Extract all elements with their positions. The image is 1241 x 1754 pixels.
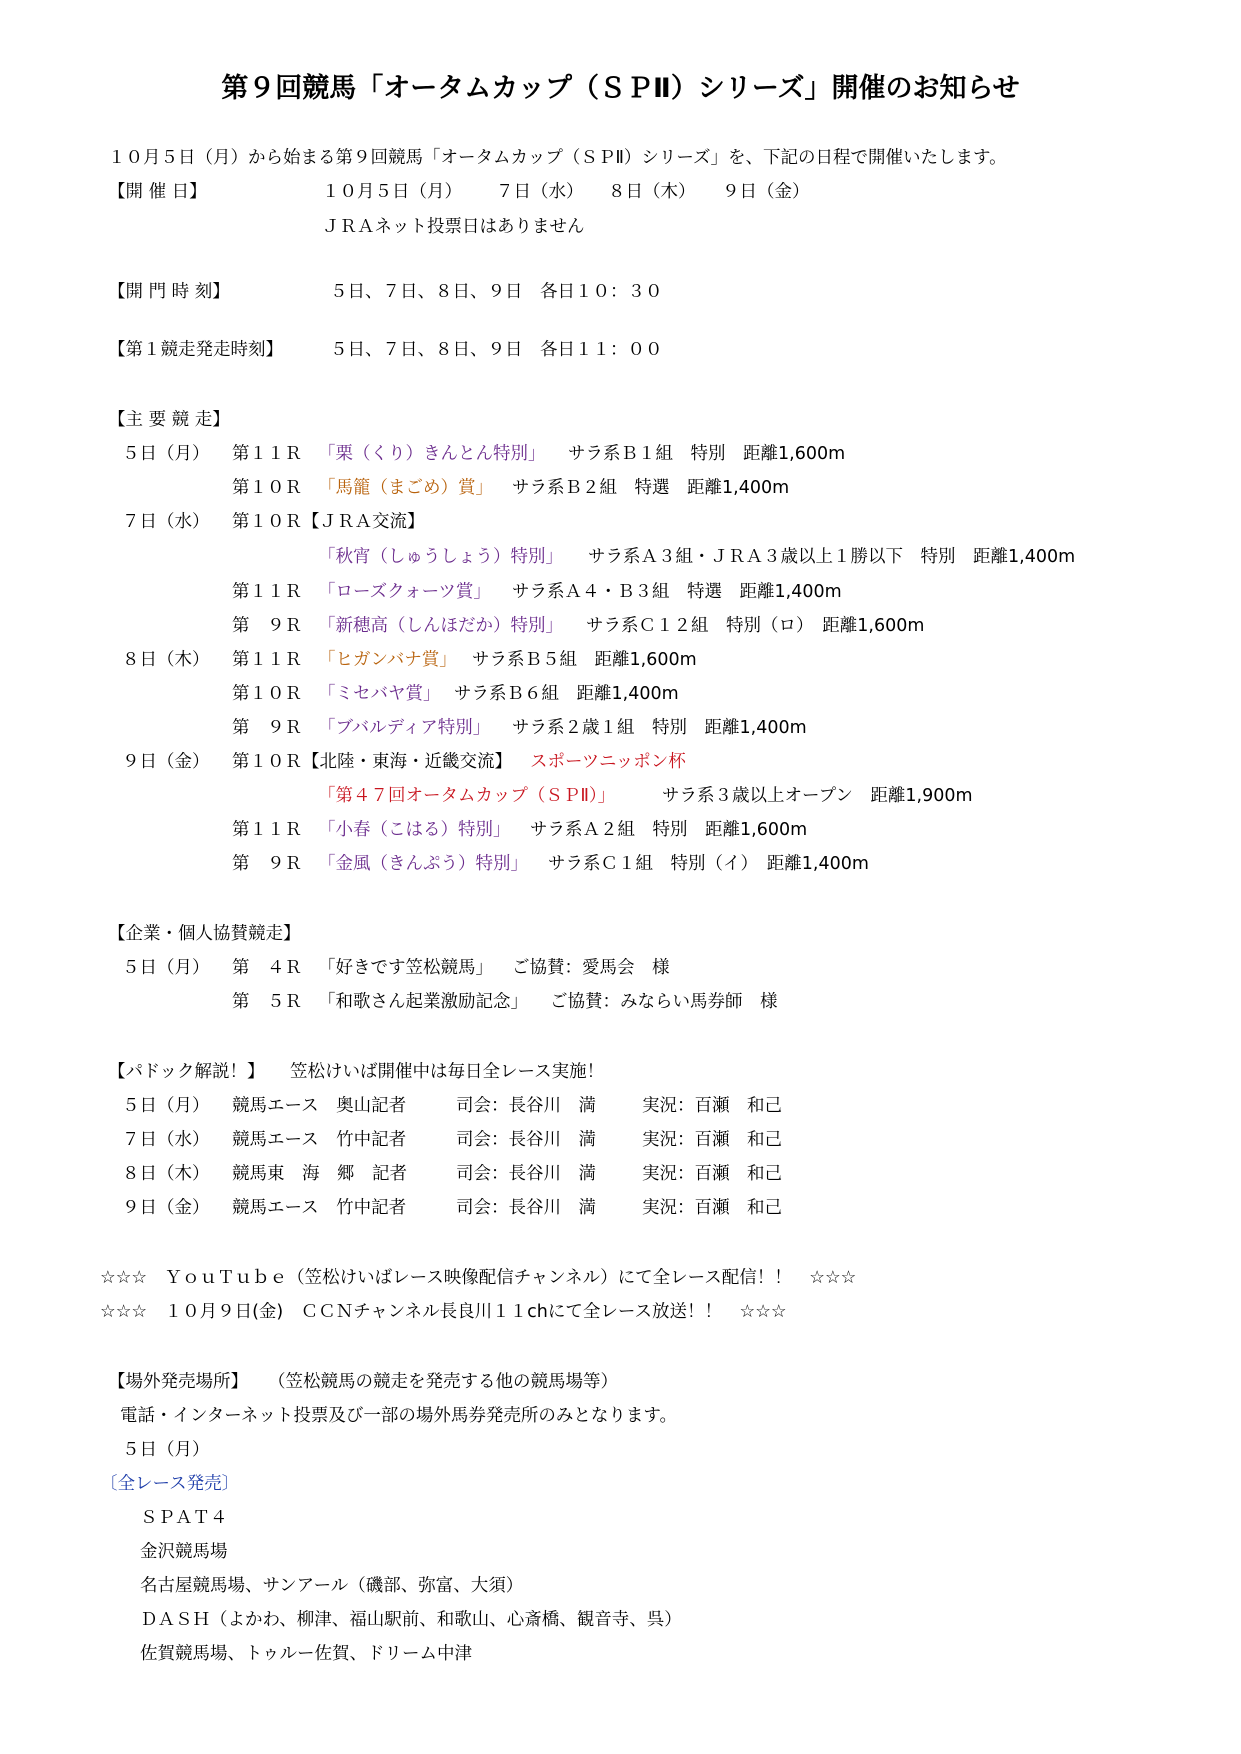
paddock-mc: 司会：長谷川 満 — [456, 1096, 596, 1116]
race-info: サラ系Ｂ２組 特選 距離1,400m — [512, 478, 790, 498]
kaimon-label: 【開 門 時 刻】 — [108, 282, 230, 302]
kaisai-day-3: ８日（木） — [608, 182, 696, 202]
race-info: サラ系Ｂ５組 距離1,600m — [472, 650, 697, 670]
main-day-7: ７日（水） — [122, 512, 210, 532]
kaisai-label: 【開 催 日】 — [108, 182, 207, 202]
race-name: 「小春（こはる）特別」 — [318, 820, 511, 840]
race-info: サラ系２歳１組 特別 距離1,400m — [512, 718, 807, 738]
kaimon-value: ５日、７日、８日、９日 各日１０：３０ — [330, 282, 663, 302]
venue-item: 名古屋競馬場、サンアール（磯部、弥富、大須） — [140, 1576, 524, 1596]
sponsor-day: ５日（月） — [122, 958, 210, 978]
paddock-day: ９日（金） — [122, 1198, 210, 1218]
paddock-commentator: 競馬エース 奥山記者 — [232, 1096, 407, 1116]
race-name: 「栗（くり）きんとん特別」 — [318, 444, 546, 464]
race-number: 第１０Ｒ【ＪＲＡ交流】 — [232, 512, 425, 532]
kaisai-day-2: ７日（水） — [496, 182, 584, 202]
paddock-announcer: 実況：百瀬 和己 — [642, 1130, 782, 1150]
broadcast-youtube: ☆☆☆ ＹｏｕＴｕｂｅ（笠松けいばレース映像配信チャンネル）にて全レース配信！！ ☆☆☆ — [100, 1268, 857, 1288]
paddock-announcer: 実況：百瀬 和己 — [642, 1164, 782, 1184]
race-number: 第１０Ｒ — [232, 478, 302, 498]
sponsor-label: 【企業・個人協賛競走】 — [108, 924, 301, 944]
venue-item: 金沢競馬場 — [140, 1542, 228, 1562]
race-name: 「和歌さん起業激励記念」 — [318, 992, 528, 1012]
race-info: サラ系Ａ４・Ｂ３組 特選 距離1,400m — [512, 582, 842, 602]
intro-text: １０月５日（月）から始まる第９回競馬「オータムカップ（ＳＰⅡ）シリーズ」を、下記の日程で開催いたします。 — [108, 148, 1007, 168]
first-race-label: 【第１競走発走時刻】 — [108, 340, 283, 360]
race-number: 第１１Ｒ — [232, 820, 302, 840]
main-races-label: 【主 要 競 走】 — [108, 410, 230, 430]
kaisai-day-1: １０月５日（月） — [322, 182, 462, 202]
race-name-featured: 「第４７回オータムカップ（ＳＰⅡ）」 — [318, 786, 616, 806]
race-name: 「ローズクォーツ賞」 — [318, 582, 491, 602]
paddock-day: ５日（月） — [122, 1096, 210, 1116]
race-number: 第１０Ｒ【北陸・東海・近畿交流】 — [232, 752, 512, 772]
venue-item: ＤＡＳＨ（よかわ、柳津、福山駅前、和歌山、心斎橋、観音寺、呉） — [140, 1610, 682, 1630]
race-sponsor: スポーツニッポン杯 — [530, 752, 686, 772]
race-number: 第１１Ｒ — [232, 582, 302, 602]
main-day-9: ９日（金） — [122, 752, 210, 772]
race-number: 第 ９Ｒ — [232, 854, 302, 874]
kaisai-note: ＪＲＡネット投票日はありません — [322, 217, 585, 237]
first-race-value: ５日、７日、８日、９日 各日１１：００ — [330, 340, 663, 360]
race-info: サラ系Ｂ１組 特別 距離1,600m — [568, 444, 846, 464]
paddock-label: 【パドック解説！】 — [108, 1062, 265, 1082]
race-info: サラ系３歳以上オープン 距離1,900m — [662, 786, 973, 806]
race-info: サラ系Ｃ１組 特別（イ） 距離1,400m — [548, 854, 869, 874]
race-name: 「ミセバヤ賞」 — [318, 684, 441, 704]
race-number: 第 ５Ｒ — [232, 992, 302, 1012]
paddock-note: 笠松けいば開催中は毎日全レース実施！ — [290, 1062, 605, 1082]
race-number: 第１１Ｒ — [232, 650, 302, 670]
paddock-day: ７日（水） — [122, 1130, 210, 1150]
offsite-day: ５日（月） — [122, 1440, 210, 1460]
race-name: 「ブバルディア特別」 — [318, 718, 491, 738]
race-name: 「馬籠（まごめ）賞」 — [318, 478, 493, 498]
paddock-announcer: 実況：百瀬 和己 — [642, 1198, 782, 1218]
main-day-8: ８日（木） — [122, 650, 210, 670]
race-number: 第１０Ｒ — [232, 684, 302, 704]
offsite-label: 【場外発売場所】 — [108, 1372, 248, 1392]
race-name: 「好きです笠松競馬」 — [318, 958, 493, 978]
race-name: 「ヒガンバナ賞」 — [318, 650, 457, 670]
main-day-5: ５日（月） — [122, 444, 210, 464]
race-name: 「新穂高（しんほだか）特別」 — [318, 616, 563, 636]
race-number: 第 ９Ｒ — [232, 718, 302, 738]
race-name: 「秋宵（しゅうしょう）特別」 — [318, 547, 563, 567]
venue-item: 佐賀競馬場、トゥルー佐賀、ドリーム中津 — [140, 1644, 473, 1664]
paddock-mc: 司会：長谷川 満 — [456, 1164, 596, 1184]
race-info: サラ系Ｃ１２組 特別（ロ） 距離1,600m — [586, 616, 925, 636]
paddock-announcer: 実況：百瀬 和己 — [642, 1096, 782, 1116]
offsite-note: （笠松競馬の競走を発売する他の競馬場等） — [268, 1372, 618, 1392]
kaisai-day-4: ９日（金） — [722, 182, 810, 202]
race-name: 「金風（きんぷう）特別」 — [318, 854, 528, 874]
offsite-desc: 電話・インターネット投票及び一部の場外馬券発売所のみとなります。 — [120, 1406, 678, 1426]
paddock-day: ８日（木） — [122, 1164, 210, 1184]
race-number: 第１１Ｒ — [232, 444, 302, 464]
offsite-all-races-label: 〔全レース発売〕 — [100, 1474, 240, 1494]
paddock-commentator: 競馬東 海 郷 記者 — [232, 1164, 407, 1184]
broadcast-ccn: ☆☆☆ １０月９日(金) ＣＣＮチャンネル長良川１１chにて全レース放送！！ ☆☆☆ — [100, 1302, 787, 1322]
race-info: サラ系Ａ２組 特別 距離1,600m — [530, 820, 808, 840]
sponsor-info: ご協賛：みならい馬券師 様 — [550, 992, 778, 1012]
paddock-mc: 司会：長谷川 満 — [456, 1130, 596, 1150]
page-title: 第９回競馬「オータムカップ（ＳＰⅡ）シリーズ」開催のお知らせ — [221, 73, 1020, 104]
sponsor-info: ご協賛：愛馬会 様 — [512, 958, 670, 978]
race-number: 第 ９Ｒ — [232, 616, 302, 636]
paddock-mc: 司会：長谷川 満 — [456, 1198, 596, 1218]
race-info: サラ系Ｂ６組 距離1,400m — [454, 684, 679, 704]
paddock-commentator: 競馬エース 竹中記者 — [232, 1130, 407, 1150]
race-number: 第 ４Ｒ — [232, 958, 302, 978]
paddock-commentator: 競馬エース 竹中記者 — [232, 1198, 407, 1218]
venue-item: ＳＰＡＴ４ — [140, 1508, 228, 1528]
race-info: サラ系Ａ３組・ＪＲＡ３歳以上１勝以下 特別 距離1,400m — [588, 547, 1076, 567]
